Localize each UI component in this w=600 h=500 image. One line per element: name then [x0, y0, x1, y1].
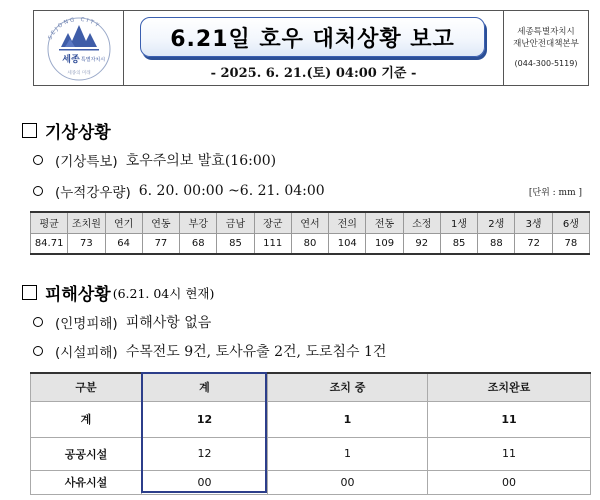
damage-cell: 1	[268, 401, 428, 437]
casualty-label: (인명피해)	[55, 316, 118, 332]
sejong-city-emblem-icon	[37, 13, 121, 83]
damage-cell: 11	[428, 401, 591, 437]
rainfall-value-cell: 104	[329, 233, 366, 254]
weather-section-heading	[22, 118, 111, 143]
rainfall-header-cell: 조치원	[68, 212, 105, 233]
advisory-text: 호우주의보 발효(16:00)	[125, 153, 277, 169]
bullet-circle-icon	[33, 155, 43, 165]
damage-row-private	[31, 470, 591, 494]
report-title: 6.21일 호우 대처상황 보고	[170, 26, 455, 52]
weather-heading-text: 기상상황	[45, 123, 111, 143]
rainfall-value-cell: 68	[180, 233, 217, 254]
facility-line	[33, 341, 386, 361]
rainfall-value-cell: 78	[552, 233, 589, 254]
dept-line2: 재난안전대책본부	[513, 39, 579, 49]
damage-cell: 12	[142, 401, 268, 437]
bullet-circle-icon	[33, 317, 43, 327]
rainfall-value-cell: 64	[105, 233, 142, 254]
damage-row-total	[31, 401, 591, 437]
rainfall-header-cell: 1생	[440, 212, 477, 233]
casualty-line	[33, 312, 211, 332]
rainfall-value-cell: 109	[366, 233, 403, 254]
rainfall-header-row	[31, 212, 590, 233]
bullet-circle-icon	[33, 346, 43, 356]
rainfall-value-cell: 77	[142, 233, 179, 254]
damage-header-cell: 구분	[31, 373, 142, 401]
rainfall-header-cell: 소정	[403, 212, 440, 233]
damage-cell: 사유시설	[31, 470, 142, 494]
logo-city-suffix: 특별자치시	[80, 57, 105, 63]
damage-header-cell: 조치완료	[428, 373, 591, 401]
report-header	[33, 10, 589, 86]
section-square-icon	[22, 285, 37, 300]
casualty-text: 피해사항 없음	[125, 315, 212, 331]
rainfall-value-cell: 111	[254, 233, 291, 254]
damage-section-heading	[22, 280, 214, 305]
rainfall-header-cell: 전동	[366, 212, 403, 233]
damage-heading-sub: (6.21. 04시 현재)	[112, 285, 215, 301]
dept-phone: (044-300-5119)	[514, 59, 578, 68]
rainfall-value-cell: 92	[403, 233, 440, 254]
damage-header-row	[31, 373, 591, 401]
rainfall-header-cell: 평균	[31, 212, 68, 233]
title-area	[124, 11, 504, 85]
rainfall-value-cell: 84.71	[31, 233, 68, 254]
advisory-line	[33, 150, 276, 170]
rainfall-header-cell: 금남	[217, 212, 254, 233]
rainfall-header-cell: 장군	[254, 212, 291, 233]
logo-city-name: 세종	[61, 55, 80, 65]
rainfall-header-cell: 부강	[180, 212, 217, 233]
rainfall-value-cell: 85	[440, 233, 477, 254]
damage-table	[30, 372, 591, 495]
title-box	[140, 17, 485, 57]
rainfall-header-cell: 6생	[552, 212, 589, 233]
rainfall-value-cell: 88	[478, 233, 515, 254]
rainfall-table	[30, 211, 590, 255]
damage-cell: 00	[428, 470, 591, 494]
rainfall-header-cell: 연기	[105, 212, 142, 233]
department-box	[504, 11, 588, 85]
advisory-label: (기상특보)	[55, 154, 118, 170]
damage-cell: 1	[268, 437, 428, 470]
damage-cell: 00	[268, 470, 428, 494]
rainfall-header-cell: 3생	[515, 212, 552, 233]
damage-cell: 12	[142, 437, 268, 470]
rainfall-value-cell: 72	[515, 233, 552, 254]
damage-header-cell: 조치 중	[268, 373, 428, 401]
facility-text: 수목전도 9건, 토사유출 2건, 도로침수 1건	[125, 344, 387, 360]
rainfall-header-cell: 연동	[142, 212, 179, 233]
damage-cell: 00	[142, 470, 268, 494]
rainfall-period: 6. 20. 00:00 ~6. 21. 04:00	[138, 183, 325, 199]
logo-arc-text: SEJONG CITY	[46, 16, 101, 41]
rainfall-value-cell: 73	[68, 233, 105, 254]
rainfall-header-cell: 연서	[291, 212, 328, 233]
damage-heading-text: 피해상황	[45, 285, 111, 305]
rainfall-value-row	[31, 233, 590, 254]
city-logo	[34, 11, 124, 85]
damage-row-public	[31, 437, 591, 470]
logo-bottom-text: 세종의 미래	[66, 71, 91, 76]
rainfall-header-cell: 2생	[478, 212, 515, 233]
facility-label: (시설피해)	[55, 345, 118, 361]
rainfall-value-cell: 80	[291, 233, 328, 254]
report-date: - 2025. 6. 21.(토) 04:00 기준 -	[210, 66, 417, 81]
rainfall-line	[33, 181, 325, 201]
damage-cell: 공공시설	[31, 437, 142, 470]
dept-line1: 세종특별자치시	[517, 27, 575, 37]
damage-header-cell: 계	[142, 373, 268, 401]
rainfall-label: (누적강우량)	[55, 185, 131, 201]
section-square-icon	[22, 123, 37, 138]
damage-cell: 11	[428, 437, 591, 470]
rainfall-value-cell: 85	[217, 233, 254, 254]
rainfall-header-cell: 전의	[329, 212, 366, 233]
damage-cell: 계	[31, 401, 142, 437]
bullet-circle-icon	[33, 186, 43, 196]
unit-label: [단위 : mm ]	[528, 188, 582, 198]
